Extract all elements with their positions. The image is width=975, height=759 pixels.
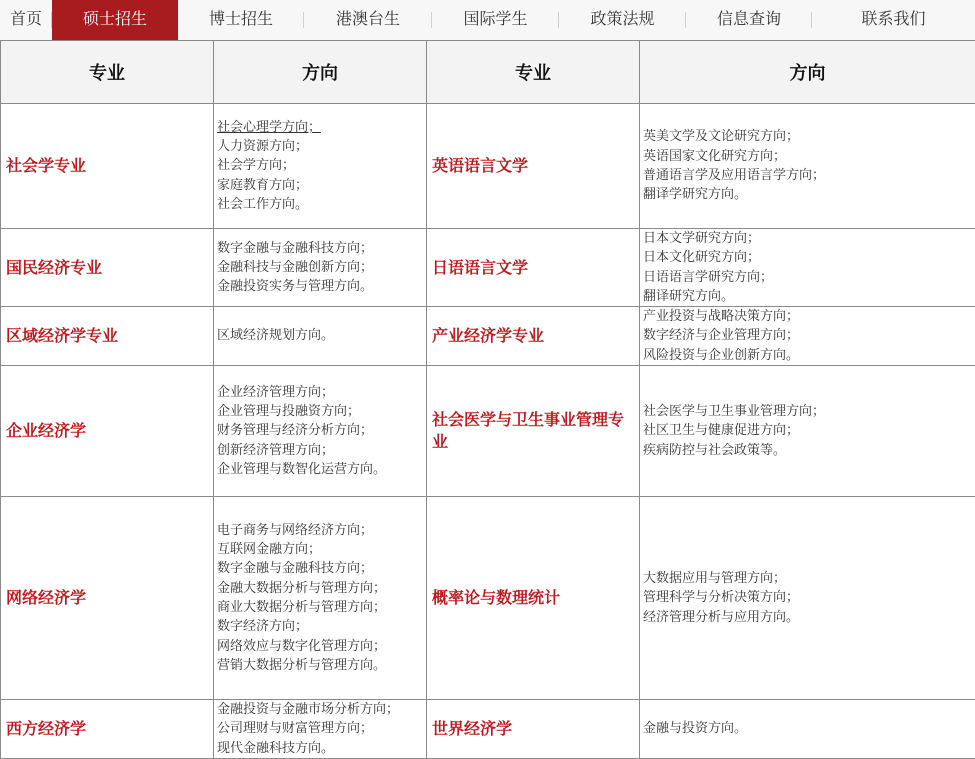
direction-link[interactable]: 社会心理学方向； [217, 118, 426, 137]
direction-item: 企业经济管理方向； [217, 383, 426, 402]
header-direction: 方向 [640, 41, 975, 104]
direction-item: 人力资源方向； [217, 137, 426, 156]
direction-item: 数字经济方向； [217, 617, 426, 636]
direction-item: 财务管理与经济分析方向； [217, 421, 426, 440]
directions-cell [214, 366, 427, 497]
direction-item: 数字金融与金融科技方向； [217, 239, 426, 258]
direction-item: 家庭教育方向； [217, 176, 426, 195]
direction-item: 企业管理与数智化运营方向。 [217, 460, 426, 479]
majors-table [0, 40, 975, 759]
direction-item: 数字金融与金融科技方向； [217, 559, 426, 578]
major-cell[interactable]: 世界经济学 [427, 700, 640, 759]
directions-cell [640, 497, 975, 700]
nav-hmt-label: 港澳台生 [336, 9, 400, 28]
direction-item: 社会学方向； [217, 156, 426, 175]
directions-cell [214, 497, 427, 700]
direction-item: 金融大数据分析与管理方向； [217, 579, 426, 598]
nav-info-query[interactable] [686, 0, 812, 40]
nav-international-label: 国际学生 [463, 9, 527, 28]
direction-item: 商业大数据分析与管理方向； [217, 598, 426, 617]
nav-masters-admission[interactable] [52, 0, 178, 40]
direction-item: 日语语言学研究方向； [643, 268, 975, 287]
direction-item: 日本文学研究方向； [643, 229, 975, 248]
table-row [1, 104, 975, 229]
table-row [1, 229, 975, 307]
direction-item: 翻译学研究方向。 [643, 185, 975, 204]
table-header-row [1, 41, 975, 104]
directions-cell [214, 229, 427, 307]
nav-hk-macao-taiwan[interactable] [304, 0, 432, 40]
nav-contact-us[interactable] [812, 0, 975, 40]
nav-home[interactable] [0, 0, 52, 40]
direction-item: 疾病防控与社会政策等。 [643, 441, 975, 460]
directions-cell [214, 700, 427, 759]
direction-item: 金融投资实务与管理方向。 [217, 277, 426, 296]
direction-item: 创新经济管理方向； [217, 441, 426, 460]
major-cell[interactable]: 网络经济学 [1, 497, 214, 700]
nav-contact-label: 联系我们 [861, 9, 925, 28]
direction-item: 英语国家文化研究方向； [643, 147, 975, 166]
direction-item: 产业投资与战略决策方向； [643, 307, 975, 326]
direction-item: 大数据应用与管理方向； [643, 569, 975, 588]
directions-cell [640, 307, 975, 366]
direction-item: 数字经济与企业管理方向； [643, 326, 975, 345]
major-cell[interactable]: 社会医学与卫生事业管理专业 [427, 366, 640, 497]
nav-policies-label: 政策法规 [590, 9, 654, 28]
direction-item: 金融投资与金融市场分析方向； [217, 700, 426, 719]
major-cell[interactable]: 国民经济专业 [1, 229, 214, 307]
direction-item: 金融科技与金融创新方向； [217, 258, 426, 277]
table-row [1, 366, 975, 497]
major-cell[interactable]: 日语语言文学 [427, 229, 640, 307]
major-cell[interactable]: 企业经济学 [1, 366, 214, 497]
direction-item: 公司理财与财富管理方向； [217, 719, 426, 738]
directions-cell [640, 229, 975, 307]
direction-item: 互联网金融方向； [217, 540, 426, 559]
major-cell[interactable]: 区域经济学专业 [1, 307, 214, 366]
direction-item: 普通语言学及应用语言学方向； [643, 166, 975, 185]
direction-item: 社会工作方向。 [217, 195, 426, 214]
header-major: 专业 [427, 41, 640, 104]
major-cell[interactable]: 概率论与数理统计 [427, 497, 640, 700]
major-cell[interactable]: 西方经济学 [1, 700, 214, 759]
direction-item: 风险投资与企业创新方向。 [643, 346, 975, 365]
direction-item: 电子商务与网络经济方向； [217, 521, 426, 540]
direction-item: 网络效应与数字化管理方向； [217, 637, 426, 656]
top-nav [0, 0, 975, 40]
directions-cell [640, 366, 975, 497]
directions-cell [214, 104, 427, 229]
direction-item: 管理科学与分析决策方向； [643, 588, 975, 607]
nav-home-label: 首页 [10, 9, 42, 28]
major-cell[interactable]: 英语语言文学 [427, 104, 640, 229]
header-major: 专业 [1, 41, 214, 104]
direction-item: 企业管理与投融资方向； [217, 402, 426, 421]
direction-item: 翻译研究方向。 [643, 287, 975, 306]
nav-international-students[interactable] [432, 0, 559, 40]
major-cell[interactable]: 产业经济学专业 [427, 307, 640, 366]
table-row [1, 700, 975, 759]
table-row [1, 497, 975, 700]
direction-item: 区域经济规划方向。 [217, 326, 426, 345]
major-cell[interactable]: 社会学专业 [1, 104, 214, 229]
nav-info-label: 信息查询 [717, 9, 781, 28]
header-direction: 方向 [214, 41, 427, 104]
directions-cell [640, 104, 975, 229]
direction-item: 金融与投资方向。 [643, 719, 975, 738]
directions-cell [214, 307, 427, 366]
nav-masters-label: 硕士招生 [83, 9, 147, 28]
direction-item: 英美文学及文论研究方向； [643, 127, 975, 146]
direction-item: 营销大数据分析与管理方向。 [217, 656, 426, 675]
direction-item: 日本文化研究方向； [643, 248, 975, 267]
nav-doctoral-admission[interactable] [178, 0, 304, 40]
nav-policies[interactable] [559, 0, 686, 40]
direction-item: 社会医学与卫生事业管理方向； [643, 402, 975, 421]
directions-cell [640, 700, 975, 759]
nav-doctoral-label: 博士招生 [209, 9, 273, 28]
direction-item: 社区卫生与健康促进方向； [643, 421, 975, 440]
direction-item: 经济管理分析与应用方向。 [643, 608, 975, 627]
table-row [1, 307, 975, 366]
direction-item: 现代金融科技方向。 [217, 739, 426, 758]
